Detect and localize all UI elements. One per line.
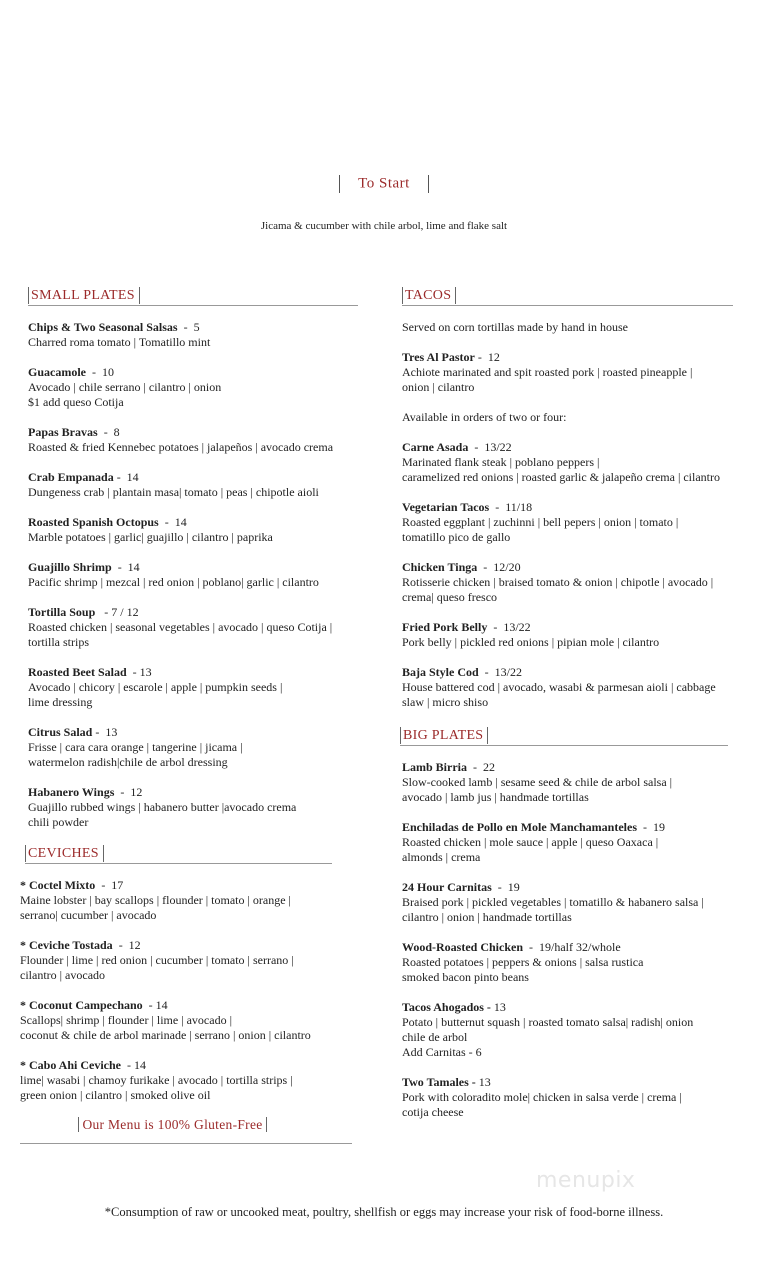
item-name: Tres Al Pastor <box>402 350 475 364</box>
item-description: Flounder | lime | red onion | cucumber | tomato | serrano | cilantro | avocado <box>20 953 294 982</box>
item-description: Dungeness crab | plantain masa| tomato | peas | chipotle aioli <box>28 485 319 499</box>
item-name: * Ceviche Tostada <box>20 938 113 952</box>
section-title: CEVICHES <box>25 845 104 862</box>
item-price: - 12 <box>112 938 141 952</box>
menu-item <box>402 1075 747 1120</box>
item-description: Roasted chicken | mole sauce | apple | queso Oaxaca | almonds | crema <box>402 835 659 864</box>
item-description: Pork with coloradito mole| chicken in salsa verde | crema | cotija cheese <box>402 1090 682 1119</box>
menu-item <box>402 940 747 985</box>
item-price: - 14 <box>121 1058 147 1072</box>
menu-item <box>402 350 747 395</box>
item-price: - 14 <box>142 998 168 1012</box>
menu-item <box>28 365 373 410</box>
item-description: Frisse | cara cara orange | tangerine | jicama | watermelon radish|chile de arbol dressing <box>28 740 243 769</box>
item-description: Guajillo rubbed wings | habanero butter |avocado crema chili powder <box>28 800 297 829</box>
item-description: Roasted eggplant | zuchinni | bell pepers | onion | tomato | tomatillo pico de gallo <box>402 515 679 544</box>
item-description: Avocado | chile serrano | cilantro | onion $1 add queso Cotija <box>28 380 222 409</box>
item-price: - 22 <box>467 760 495 774</box>
menu-item <box>402 560 747 605</box>
item-description: Roasted potatoes | peppers & onions | salsa rustica smoked bacon pinto beans <box>402 955 644 984</box>
item-name: Tacos Ahogados - <box>402 1000 494 1014</box>
menu-item <box>28 515 373 545</box>
item-price: 13 <box>478 1075 491 1089</box>
item-price: - 13 <box>92 725 118 739</box>
item-description: Slow-cooked lamb | sesame seed & chile de arbol salsa | avocado | lamb jus | handmade tortillas <box>402 775 673 804</box>
item-price: - 19/half 32/whole <box>523 940 621 954</box>
item-name: Chips & Two Seasonal Salsas <box>28 320 178 334</box>
menu-item <box>20 878 365 923</box>
menu-item <box>20 998 365 1043</box>
item-description: Achiote marinated and spit roasted pork | roasted pineapple | onion | cilantro <box>402 365 693 394</box>
ceviches-list <box>20 878 365 1118</box>
item-name: Chicken Tinga <box>402 560 478 574</box>
item-name: Papas Bravas <box>28 425 98 439</box>
item-name: Enchiladas de Pollo en Mole Manchamanteles <box>402 820 637 834</box>
small-plates-header <box>28 285 358 306</box>
item-name: Habanero Wings <box>28 785 115 799</box>
item-name: * Coconut Campechano <box>20 998 143 1012</box>
menu-item <box>402 880 747 925</box>
item-price: - 12 <box>474 350 500 364</box>
divider <box>339 175 340 193</box>
footer-disclaimer: *Consumption of raw or uncooked meat, poultry, shellfish or eggs may increase your risk of food-borne illness. <box>104 1205 664 1219</box>
item-description: House battered cod | avocado, wasabi & parmesan aioli | cabbage slaw | micro shiso <box>402 680 716 709</box>
item-description: Roasted chicken | seasonal vegetables | avocado | queso Cotija | tortilla strips <box>28 620 333 649</box>
item-price: - 7 / 12 <box>95 605 139 619</box>
menu-item <box>28 725 373 770</box>
item-price: - 14 <box>158 515 187 529</box>
menu-item <box>28 560 373 590</box>
item-price: - 19 <box>491 880 520 894</box>
item-description: Roasted & fried Kennebec potatoes | jalapeños | avocado crema <box>28 440 334 454</box>
menu-item <box>28 605 373 650</box>
item-price: 13 <box>493 1000 506 1014</box>
item-name: Wood-Roasted Chicken <box>402 940 524 954</box>
menu-item <box>402 500 747 545</box>
item-name: Roasted Spanish Octopus <box>28 515 159 529</box>
menu-item <box>402 440 747 485</box>
item-price: - 13/22 <box>487 620 531 634</box>
gluten-free-note <box>0 1117 345 1133</box>
item-description: Potato | butternut squash | roasted tomato salsa| radish| onion chile de arbol Add Carnitas - 6 <box>402 1015 694 1059</box>
divider <box>20 1143 352 1144</box>
item-price: - 19 <box>637 820 665 834</box>
item-price: - 14 <box>111 560 140 574</box>
item-price: - 11/18 <box>489 500 533 514</box>
menu-item <box>402 1000 747 1060</box>
item-price: - 5 <box>177 320 200 334</box>
tacos-items <box>402 350 747 395</box>
menu-item <box>28 785 373 830</box>
item-description: Rotisserie chicken | braised tomato & onion | chipotle | avocado | crema| queso fresco <box>402 575 714 604</box>
menupix-watermark: menupix <box>536 1168 636 1193</box>
item-name: Lamb Birria <box>402 760 467 774</box>
item-name: Two Tamales - <box>402 1075 479 1089</box>
tacos-intro: Served on corn tortillas made by hand in house <box>402 320 628 334</box>
menu-item <box>28 320 373 350</box>
menu-item <box>402 820 747 865</box>
item-name: Roasted Beet Salad <box>28 665 127 679</box>
item-description: lime| wasabi | chamoy furikake | avocado | tortilla strips | green onion | cilantro | smoked olive oil <box>20 1073 293 1102</box>
small-plates-list <box>28 320 373 845</box>
item-price: - 13 <box>126 665 152 679</box>
item-price: - 13/22 <box>478 665 523 679</box>
item-name: Citrus Salad <box>28 725 93 739</box>
tacos-items-two-or-four <box>402 440 747 710</box>
tacos-header <box>402 285 733 306</box>
section-title: TACOS <box>402 287 456 304</box>
item-name: * Cabo Ahi Ceviche <box>20 1058 122 1072</box>
to-start-heading <box>0 175 768 193</box>
item-price: - 10 <box>86 365 114 379</box>
menu-item <box>28 425 373 455</box>
item-description: Avocado | chicory | escarole | apple | pumpkin seeds | lime dressing <box>28 680 283 709</box>
item-name: Tortilla Soup <box>28 605 96 619</box>
tacos-note: Available in orders of two or four: <box>402 410 567 424</box>
item-name: * Coctel Mixto <box>20 878 96 892</box>
to-start-title: To Start <box>358 175 410 192</box>
menu-item <box>402 760 747 805</box>
item-name: Guacamole <box>28 365 86 379</box>
item-price: - 13/22 <box>468 440 512 454</box>
item-description: Braised pork | pickled vegetables | tomatillo & habanero salsa | cilantro | onion | handmade tortillas <box>402 895 704 924</box>
menu-item <box>20 1058 365 1103</box>
menu-item <box>402 665 747 710</box>
item-description: Scallops| shrimp | flounder | lime | avocado | coconut & chile de arbol marinade | serrano | onion | cilantro <box>20 1013 311 1042</box>
item-description: Pork belly | pickled red onions | pipian mole | cilantro <box>402 635 660 649</box>
item-name: Vegetarian Tacos <box>402 500 490 514</box>
gluten-free-text: Our Menu is 100% Gluten-Free <box>78 1117 266 1132</box>
item-price: - 8 <box>97 425 120 439</box>
item-description: Pacific shrimp | mezcal | red onion | poblano| garlic | cilantro <box>28 575 319 589</box>
item-price: - 17 <box>95 878 124 892</box>
item-name: Carne Asada <box>402 440 469 454</box>
divider <box>428 175 429 193</box>
menu-item <box>402 620 747 650</box>
item-description: Marble potatoes | garlic| guajillo | cilantro | paprika <box>28 530 273 544</box>
section-title: BIG PLATES <box>400 727 488 744</box>
item-name: Crab Empanada <box>28 470 114 484</box>
to-start-description: Jicama & cucumber with chile arbol, lime and flake salt <box>260 220 508 232</box>
section-title: SMALL PLATES <box>28 287 140 304</box>
item-description: Maine lobster | bay scallops | flounder | tomato | orange | serrano| cucumber | avocado <box>20 893 291 922</box>
item-price: - 12 <box>114 785 143 799</box>
item-name: Fried Pork Belly <box>402 620 488 634</box>
menu-item <box>20 938 365 983</box>
big-plates-list <box>402 760 747 1135</box>
item-price: - 12/20 <box>477 560 521 574</box>
item-name: Baja Style Cod <box>402 665 479 679</box>
menu-item <box>28 665 373 710</box>
item-description: Charred roma tomato | Tomatillo mint <box>28 335 211 349</box>
ceviches-header <box>25 843 332 864</box>
item-name: 24 Hour Carnitas <box>402 880 492 894</box>
menu-item <box>28 470 373 500</box>
tacos-list <box>402 320 747 725</box>
big-plates-header <box>400 725 728 746</box>
item-description: Marinated flank steak | poblano peppers | caramelized red onions | roasted garlic & jalapeño crema | cilantro <box>402 455 720 484</box>
item-price: - 14 <box>113 470 139 484</box>
item-name: Guajillo Shrimp <box>28 560 112 574</box>
